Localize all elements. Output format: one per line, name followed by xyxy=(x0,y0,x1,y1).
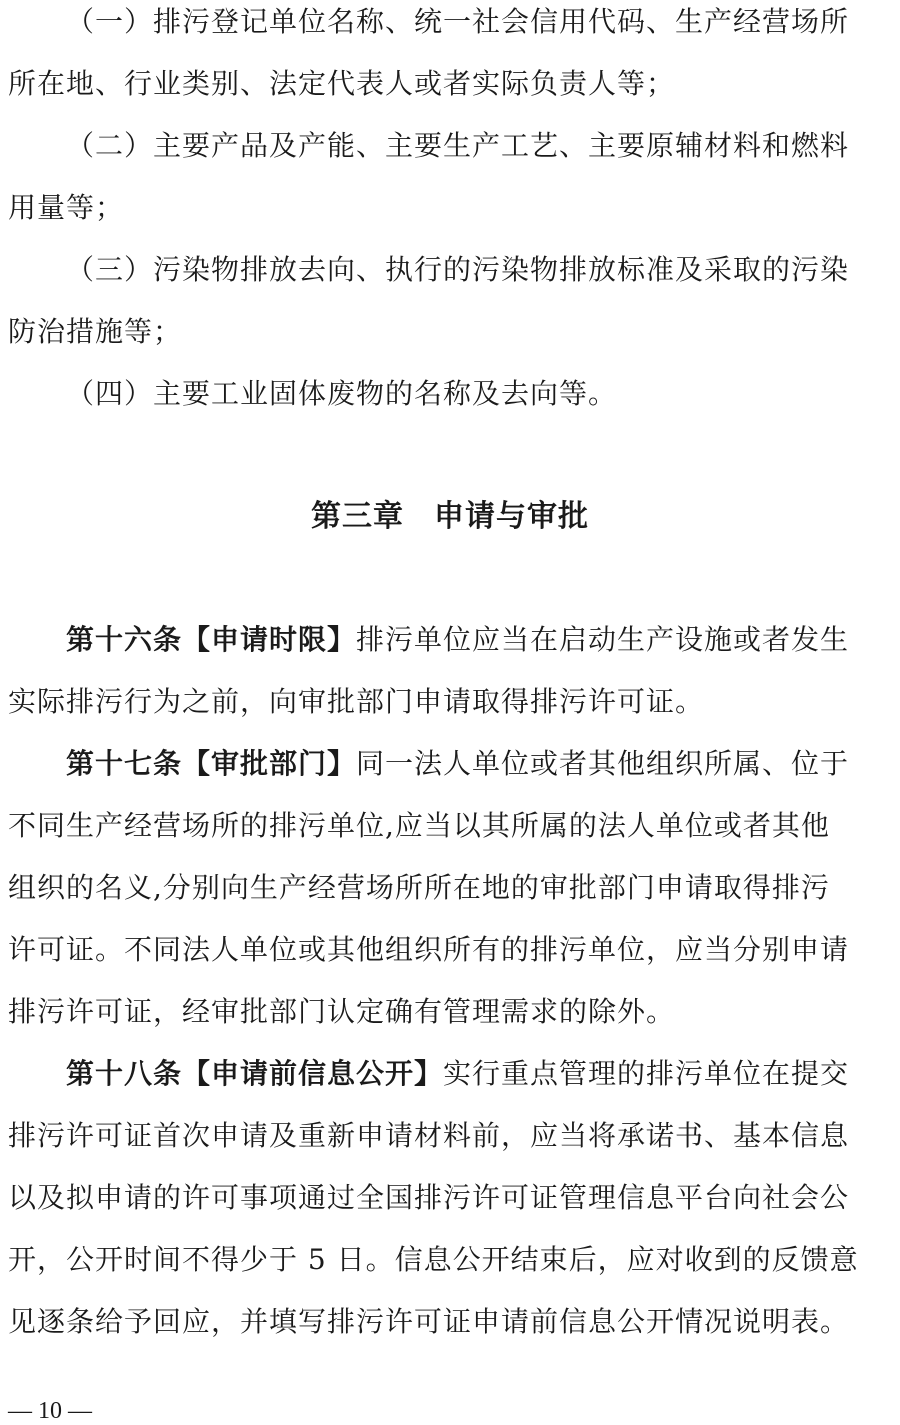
article-16-heading: 【申请时限】 xyxy=(182,623,357,656)
article-17-line-2: 不同生产经营场所的排污单位,应当以其所属的法人单位或者其他 xyxy=(8,809,830,842)
article-16-text: 排污单位应当在启动生产设施或者发生 xyxy=(356,623,850,656)
article-18-line-1 xyxy=(66,1054,892,1094)
article-17-heading: 【审批部门】 xyxy=(182,747,357,780)
item-3-line-2: 防治措施等； xyxy=(8,315,183,348)
article-18-text: 实行重点管理的排污单位在提交 xyxy=(443,1057,850,1090)
article-16-line-2: 实际排污行为之前，向审批部门申请取得排污许可证。 xyxy=(8,685,705,718)
article-18-heading: 【申请前信息公开】 xyxy=(182,1057,444,1090)
item-4-line-1: （四）主要工业固体废物的名称及去向等。 xyxy=(66,377,618,410)
article-18-line-3: 以及拟申请的许可事项通过全国排污许可证管理信息平台向社会公 xyxy=(8,1181,850,1214)
chapter-heading xyxy=(0,495,900,539)
chapter-number: 第三章 xyxy=(311,499,404,534)
chapter-title: 申请与审批 xyxy=(434,499,589,534)
item-3-line-1: （三）污染物排放去向、执行的污染物排放标准及采取的污染 xyxy=(66,253,850,286)
article-17-line-3: 组织的名义,分别向生产经营场所所在地的审批部门申请取得排污 xyxy=(8,871,830,904)
article-18-line-4: 开，公开时间不得少于 5 日。信息公开结束后，应对收到的反馈意 xyxy=(8,1243,859,1276)
article-16-line-1 xyxy=(66,620,892,660)
article-18-line-5: 见逐条给予回应，并填写排污许可证申请前信息公开情况说明表。 xyxy=(8,1305,850,1338)
item-1-line-2: 所在地、行业类别、法定代表人或者实际负责人等； xyxy=(8,67,676,100)
article-17-line-1 xyxy=(66,744,892,784)
item-2-line-1: （二）主要产品及产能、主要生产工艺、主要原辅材料和燃料 xyxy=(66,129,850,162)
item-1-line-1: （一）排污登记单位名称、统一社会信用代码、生产经营场所 xyxy=(66,5,850,38)
article-16-number: 第十六条 xyxy=(66,623,183,656)
article-17-text: 同一法人单位或者其他组织所属、位于 xyxy=(356,747,850,780)
article-18-line-2: 排污许可证首次申请及重新申请材料前，应当将承诺书、基本信息 xyxy=(8,1119,850,1152)
article-17-line-5: 排污许可证，经审批部门认定确有管理需求的除外。 xyxy=(8,995,676,1028)
article-17-number: 第十七条 xyxy=(66,747,183,780)
item-2-line-2: 用量等； xyxy=(8,191,125,224)
article-18-number: 第十八条 xyxy=(66,1057,183,1090)
article-17-line-4: 许可证。不同法人单位或其他组织所有的排污单位，应当分别申请 xyxy=(8,933,850,966)
page-number: — 10 — xyxy=(8,1398,92,1424)
